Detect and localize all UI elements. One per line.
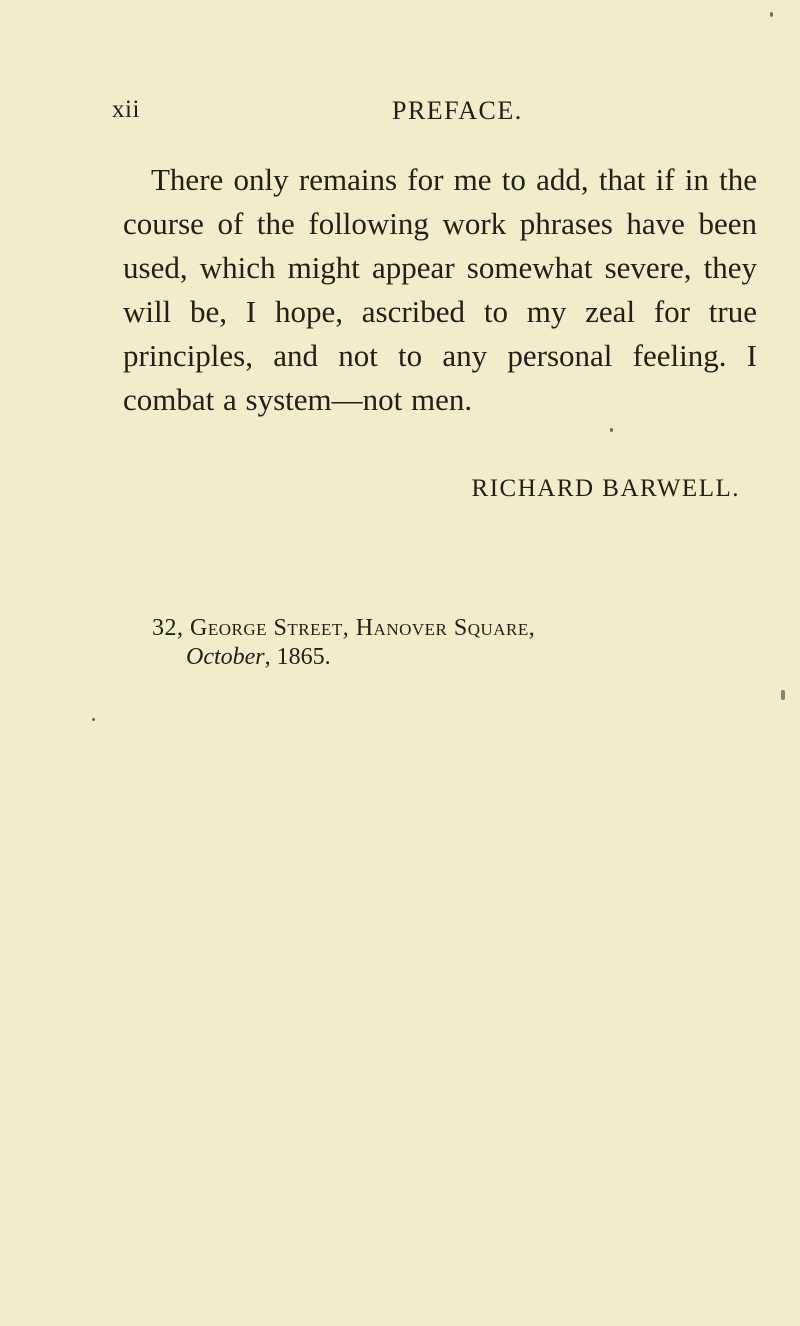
date-line [186, 644, 331, 671]
date-month: October [186, 644, 265, 670]
paper-speck [92, 718, 95, 721]
running-head: PREFACE. [392, 96, 523, 125]
author-signature: RICHARD BARWELL. [471, 475, 740, 502]
page-header [0, 96, 800, 136]
paper-speck [770, 12, 773, 17]
paper-speck [610, 428, 613, 432]
date-year: , 1865. [264, 644, 331, 670]
page-number: xii [112, 96, 140, 123]
paper-speck [781, 690, 785, 700]
address-line: 32, George Street, Hanover Square, [152, 615, 536, 641]
preface-paragraph: There only remains for me to add, that if in the course of the following work phrases have been used, which might appear somewhat severe, they will be, I hope, ascribed to my zeal for true principles, and not to any personal feeling. I combat a system—not men. [123, 162, 757, 417]
